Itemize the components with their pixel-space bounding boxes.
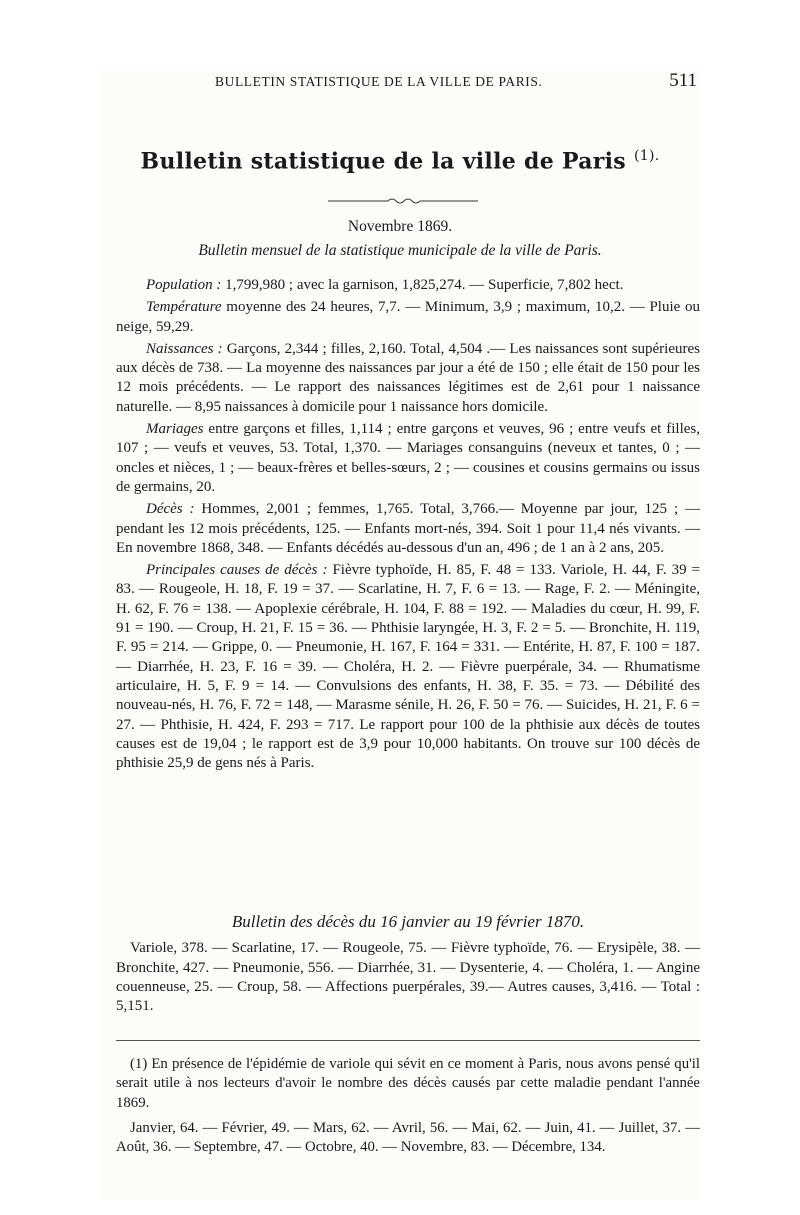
running-header [215, 70, 697, 92]
death-bulletin-section [116, 912, 700, 1016]
paragraph-text: moyenne des 24 heures, 7,7. — Minimum, 3,9 ; maximum, 10,2. — Pluie ou neige, 59,29. [116, 299, 700, 335]
page-title [100, 148, 700, 174]
paragraph-lead: Naissances : [146, 340, 223, 357]
section-text: Variole, 378. — Scarlatine, 17. — Rougeole, 75. — Fièvre typhoïde, 76. — Erysipèle, 38. — Bronchite, 427. — Pneumonie, 556. — Diarrhée, 31. — Dysenterie, 4. — Choléra, 1. — Angine couenneuse, 25. — Croup, 58. — Affections puerpérales, 39.— Autres causes, 3,416. — Total : 5,151. [116, 940, 700, 1015]
document-page [100, 70, 700, 1200]
paragraph-lead: Population : [146, 277, 222, 293]
paragraph-text: Garçons, 2,344 ; filles, 2,160. Total, 4,504 .— Les naissances sont supérieures aux décès de 738. — La moyenne des naissances par jour a été de 150 ; elle était de 150 pour les 12 mois précédents. — Le rapport des naissances légitimes est de 2,61 pour 1 naissance naturelle. — 8,95 naissances à domicile pour 1 naissance hors domicile. [116, 340, 700, 415]
footnote-monthly-counts: Janvier, 64. — Février, 49. — Mars, 62. — Avril, 56. — Mai, 62. — Juin, 41. — Juillet, 37. — Août, 36. — Septembre, 47. — Octobre, 40. — Novembre, 83. — Décembre, 134. [116, 1119, 700, 1156]
footnote-text: (1) En présence de l'épidémie de variole qui sévit en ce moment à Paris, nous avons pensé qu'il serait utile à nos lecteurs d'avoir le nombre des décès causés par cette maladie pendant l'année 1869. [116, 1056, 700, 1111]
paragraph-lead: Décès : [146, 501, 195, 518]
paragraph-text: 1,799,980 ; avec la garnison, 1,825,274. — Superficie, 7,802 hect. [221, 277, 624, 293]
paragraph-text: Hommes, 2,001 ; femmes, 1,765. Total, 3,766.— Moyenne par jour, 125 ; — pendant les 12 mois précédents, 125. — Enfants mort-nés, 394. Soit 1 pour 11,4 nés vivants. — En novembre 1868, 348. — Enfants décédés au-dessous d'un an, 496 ; de 1 an à 2 ans, 205. [116, 501, 701, 556]
title-footnote-marker: (1). [633, 148, 660, 164]
paragraph-text: Fièvre typhoïde, H. 85, F. 48 = 133. Variole, H. 44, F. 39 = 83. — Rougeole, H. 18, F. 19 = 37. — Scarlatine, H. 7, F. 6 = 13. — Rage, F. 2. — Méningite, H. 62, F. 76 = 138. — Apoplexie cérébrale, H. 104, F. 88 = 192. — Maladies du cœur, H. 99, F. 91 = 190. — Croup, H. 21, F. 15 = 36. — Phthisie laryngée, H. 3, F. 2 = 5. — Bronchite, H. 119, F. 95 = 214. — Grippe, 0. — Pneumonie, H. 167, F. 164 = 331. — Entérite, H. 87, F. 100 = 187. — Diarrhée, H. 23, F. 16 = 39. — Choléra, H. 2. — Fièvre puerpérale, 34. — Rhumatisme articulaire, H. 5, F. 9 = 14. — Convulsions des enfants, H. 38, F. 35. = 73. — Débilité des nouveau-nés, H. 76, F. 72 = 148, — Marasme sénile, H. 26, F. 50 = 76. — Suicides, H. 21, F. 6 = 27. — Phthisie, H. 424, F. 293 = 717. Le rapport pour 100 de la phthisie aux décès de toutes causes est de 19,04 ; le rapport est de 3,9 pour 10,000 habitants. On trouve sur 100 décès de phthisie 25,9 de gens nés à Paris. [116, 562, 700, 772]
paragraph-text: entre garçons et filles, 1,114 ; entre garçons et veuves, 96 ; entre veufs et filles, 107 ; — veufs et veuves, 53. Total, 1,370. — Mariages consanguins (neveux et tantes, 0 ; — oncles et nièces, 1 ; — beaux-frères et belles-sœurs, 2 ; — cousines et cousins germains ou issus de germains, 20. [116, 421, 700, 495]
paragraph-temperature [116, 298, 700, 337]
paragraph-population [116, 276, 700, 295]
report-subtitle: Bulletin mensuel de la statistique municipale de la ville de Paris. [198, 242, 602, 259]
footnote [116, 1055, 700, 1157]
title-text: Bulletin statistique de la ville de Paris [140, 148, 626, 175]
paragraph-deaths [116, 500, 700, 558]
section-heading: Bulletin des décès du 16 janvier au 19 février 1870. [231, 912, 585, 931]
paragraph-lead: Température [146, 299, 222, 316]
running-title: BULLETIN STATISTIQUE DE LA VILLE DE PARIS. [215, 74, 543, 89]
report-body [116, 276, 700, 773]
paragraph-lead: Principales causes de décès : [146, 562, 328, 579]
ornament-divider-icon [328, 197, 478, 205]
paragraph-lead: Mariages [146, 421, 204, 438]
paragraph-births [116, 340, 700, 417]
paragraph-causes-of-death [116, 561, 700, 773]
footnote-divider [116, 1040, 700, 1041]
paragraph-marriages [116, 420, 700, 497]
page-number: 511 [669, 70, 697, 91]
report-month: Novembre 1869. [347, 218, 453, 235]
